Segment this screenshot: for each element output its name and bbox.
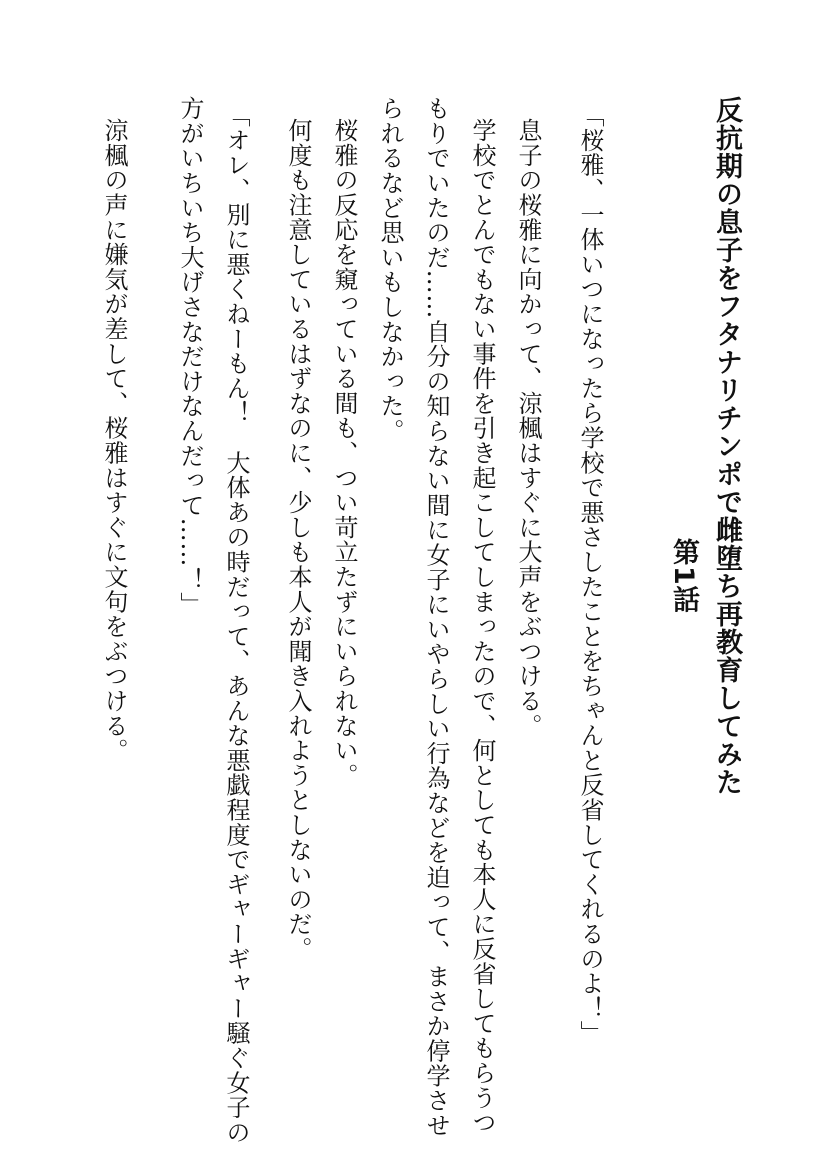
text-line: 学校でとんでもない事件を引き起こしてしまったので、何としても本人に反省してもらうつ bbox=[468, 118, 496, 1135]
text-line: 何度も注意しているはずなのに、少しも本人が聞き入れようとしないのだ。 bbox=[284, 118, 312, 962]
text-line: 方がいちいち大げさなだけなんだって……！」 bbox=[176, 96, 204, 617]
text-line: 桜雅の反応を窺っている間も、つい苛立たずにいられない。 bbox=[330, 118, 358, 788]
text-line: 息子の桜雅に向かって、涼楓はすぐに大声をぶつける。 bbox=[514, 118, 542, 738]
chapter-heading: 第1話 bbox=[668, 538, 699, 614]
text-line: 「オレ、別に悪くねーもん！ 大体あの時だって、あんな悪戯程度でギャーギャー騒ぐ女子の bbox=[222, 103, 250, 1145]
document-title: 反抗期の息子をフタナリチンポで雌堕ち再教育してみた bbox=[711, 96, 742, 796]
text-line: 「桜雅、一体いつになったら学校で悪さしたことをちゃんと反省してくれるのよ！」 bbox=[576, 103, 604, 1046]
text-line: られるなど思いもしなかった。 bbox=[376, 96, 404, 444]
text-line: 涼楓の声に嫌気が差して、桜雅はすぐに文句をぶつける。 bbox=[100, 118, 128, 763]
text-line: もりでいたのだ……自分の知らない間に女子にいやらしい行為などを迫って、まさか停学させ bbox=[422, 96, 450, 1138]
